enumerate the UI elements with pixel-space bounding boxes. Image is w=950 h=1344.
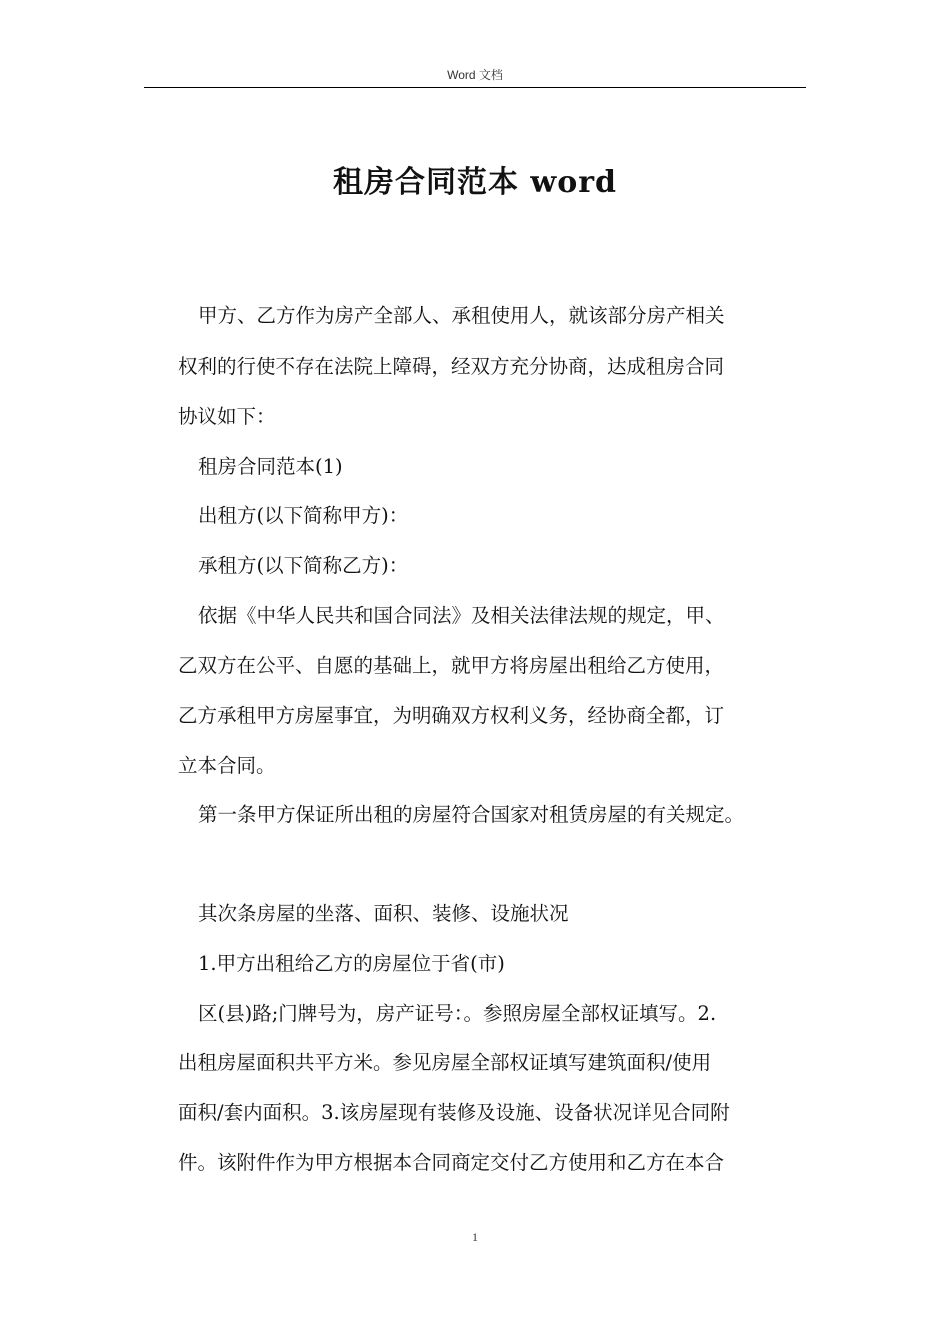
- body-line: 甲方、乙方作为房产全部人、承租使用人，就该部分房产相关: [198, 304, 725, 327]
- body-line: 租房合同范本(1): [198, 455, 343, 478]
- body-line: 第一条甲方保证所出租的房屋符合国家对租赁房屋的有关规定。: [198, 803, 745, 826]
- body-line: 权利的行使不存在法院上障碍，经双方充分协商，达成租房合同: [178, 355, 725, 378]
- body-line: 1.甲方出租给乙方的房屋位于省(市): [198, 952, 505, 975]
- body-line: 承租方(以下简称乙方)：: [198, 554, 409, 577]
- header-rule: [144, 87, 806, 88]
- body-line: 出租房屋面积共平方米。参见房屋全部权证填写建筑面积/使用: [178, 1051, 712, 1074]
- body-line: 乙方承租甲方房屋事宜，为明确双方权利义务，经协商全都，订: [178, 704, 725, 727]
- body-line: 其次条房屋的坐落、面积、装修、设施状况: [198, 902, 569, 925]
- document-title: 租房合同范本 word: [332, 165, 618, 200]
- body-line: 协议如下：: [178, 405, 276, 428]
- body-line: 乙双方在公平、自愿的基础上，就甲方将房屋出租给乙方使用，: [178, 654, 725, 677]
- page-header: Word 文档: [447, 68, 503, 82]
- body-line: 出租方(以下简称甲方)：: [198, 504, 409, 527]
- body-line: 件。该附件作为甲方根据本合同商定交付乙方使用和乙方在本合: [178, 1151, 725, 1174]
- body-line: 依据《中华人民共和国合同法》及相关法律法规的规定，甲、: [198, 604, 725, 627]
- body-line: 立本合同。: [178, 754, 276, 777]
- body-line: 面积/套内面积。3.该房屋现有装修及设施、设备状况详见合同附: [178, 1101, 730, 1124]
- body-line: 区(县)路;门牌号为，房产证号：。参照房屋全部权证填写。2.: [198, 1002, 717, 1025]
- page-number: 1: [472, 1230, 478, 1244]
